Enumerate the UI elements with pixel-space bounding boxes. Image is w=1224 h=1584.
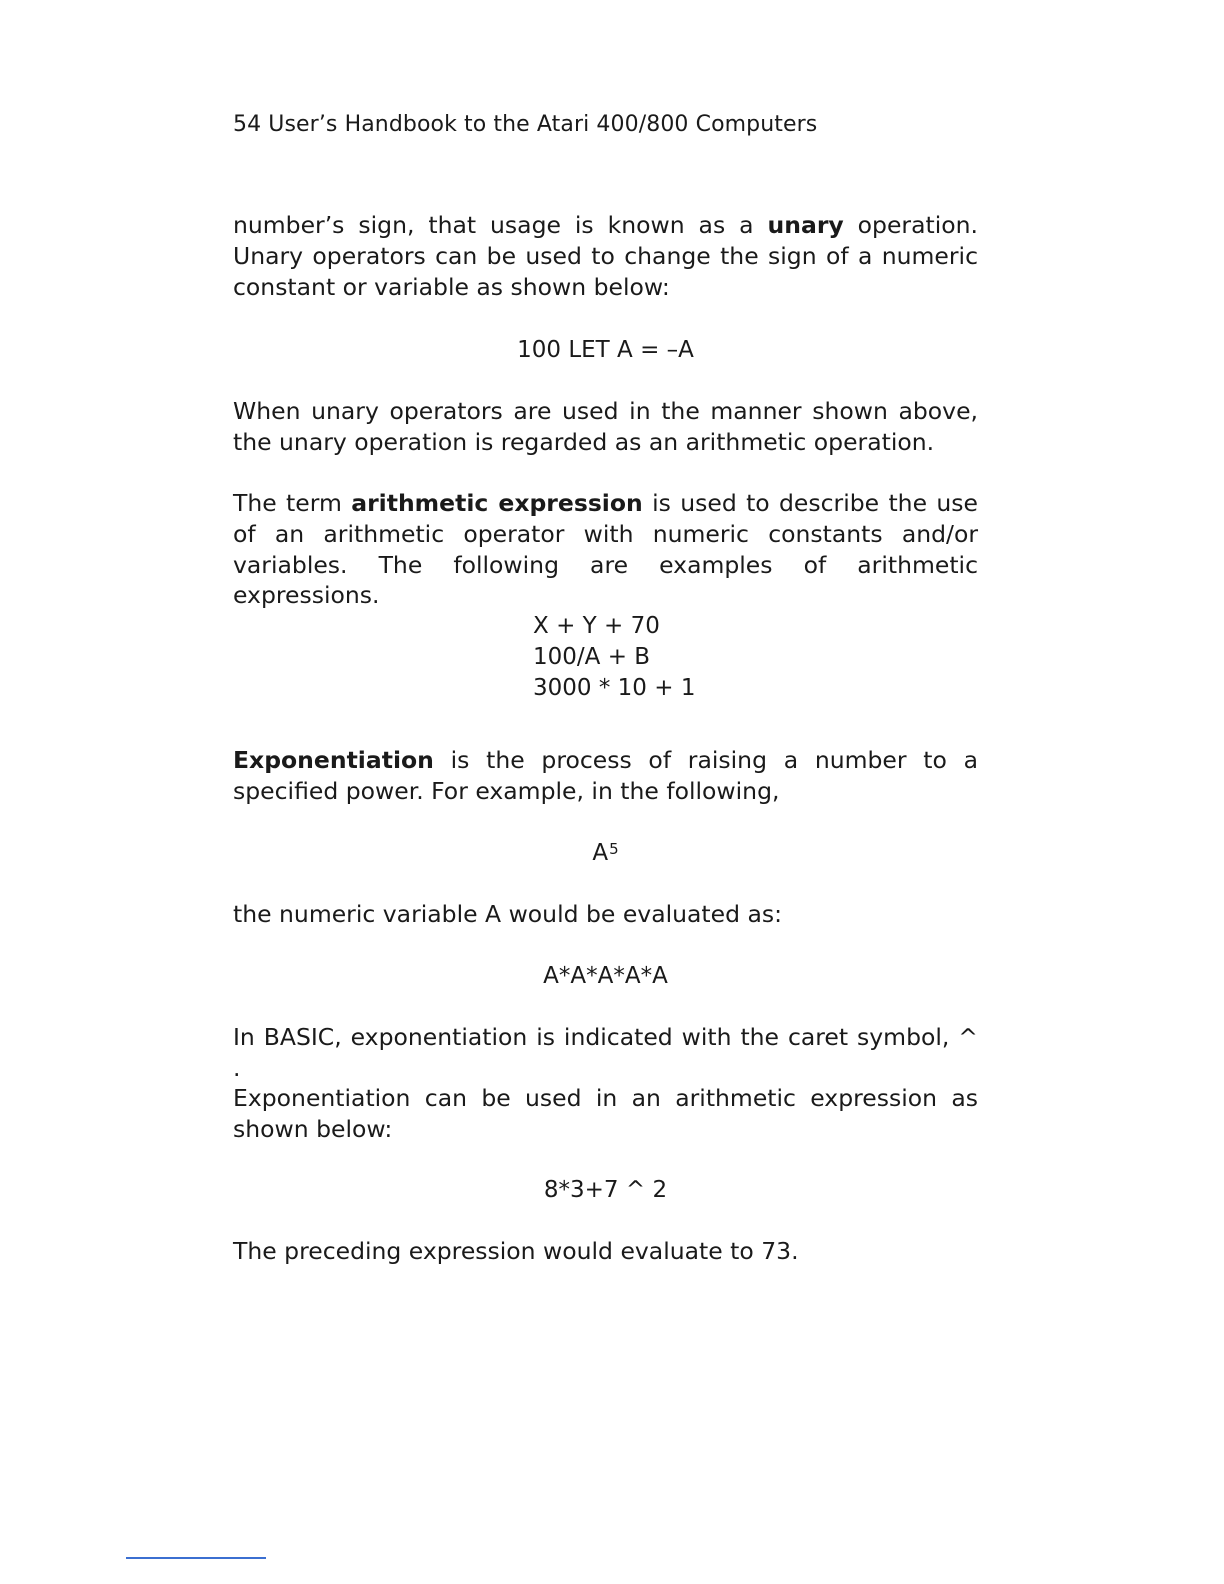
paragraph-unary-post: operation. Unary operators can be used to change the sign of a numeric constant or variable as shown below: [233, 211, 978, 301]
example-expression-1: X + Y + 70 [533, 613, 660, 639]
example-expanded-power: A*A*A*A*A [543, 963, 668, 989]
example-arithmetic-list [533, 611, 695, 703]
paragraph-unary [233, 210, 978, 302]
term-arithmetic-expression: arithmetic expression [351, 489, 643, 517]
example-expression-3: 3000 * 10 + 1 [533, 674, 696, 701]
paragraph-arithmetic-post: is used to describe the use of an arithmetic operator with numeric constants and/or variables. The following are examples of arithmetic expressions. [233, 489, 978, 610]
power-exponent: 5 [609, 840, 619, 858]
example-unary-let: 100 LET A = –A [517, 337, 694, 363]
footer-rule [126, 1557, 266, 1559]
paragraph-arithmetic-pre: The term [233, 489, 352, 517]
example-power [233, 838, 978, 869]
term-unary: unary [767, 211, 844, 239]
example-expression-2: 100/A + B [533, 643, 651, 670]
paragraph-evaluated-as: the numeric variable A would be evaluated as: [233, 900, 783, 928]
term-exponentiation: Exponentiation [233, 746, 434, 774]
paragraph-unary-arithmetic: When unary operators are used in the manner shown above, the unary operation is regarded as an arithmetic operation. [233, 397, 978, 456]
example-caret-expression: 8*3+7 ^ 2 [543, 1177, 668, 1203]
paragraph-result: The preceding expression would evaluate to 73. [233, 1237, 799, 1265]
running-head: 54 User’s Handbook to the Atari 400/800 Computers [233, 112, 818, 137]
paragraph-exponentiation-post: is the process of raising a number to a specified power. For example, in the following, [233, 746, 978, 805]
paragraph-caret: In BASIC, exponentiation is indicated with the caret symbol, ^ . [233, 1023, 978, 1082]
paragraph-arithmetic-expression [233, 488, 978, 611]
paragraph-exponentiation [233, 745, 978, 807]
paragraph-unary-pre: number’s sign, that usage is known as a [233, 211, 768, 239]
paragraph-exponentiation-usage: Exponentiation can be used in an arithmetic expression as shown below: [233, 1084, 978, 1143]
power-base: A [592, 840, 609, 866]
